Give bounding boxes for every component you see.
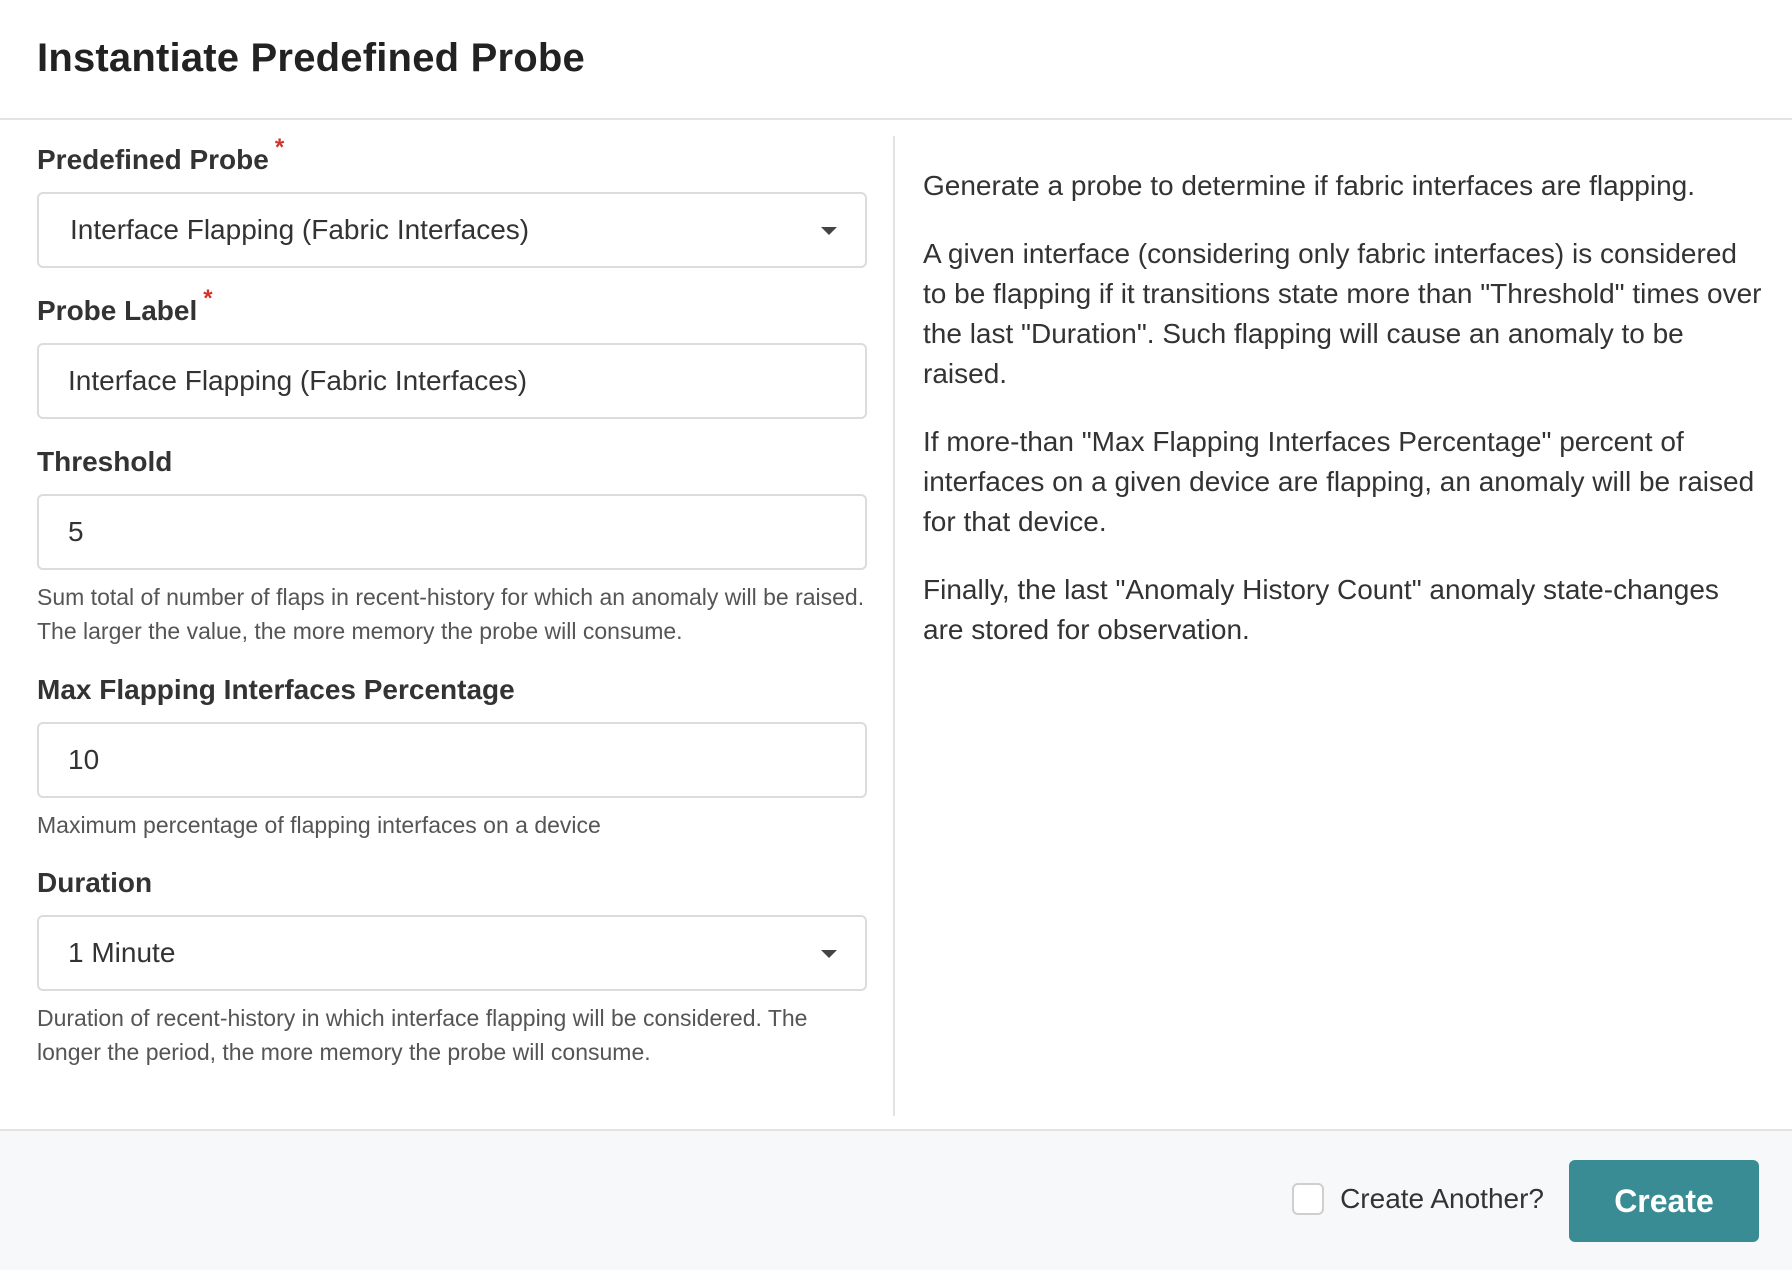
description-paragraph: Generate a probe to determine if fabric interfaces are flapping. bbox=[923, 170, 1695, 201]
probe-label-input-box[interactable] bbox=[37, 343, 867, 419]
predefined-probe-selected-value: Interface Flapping (Fabric Interfaces) bbox=[70, 214, 530, 245]
dialog-footer bbox=[0, 1129, 1792, 1270]
max-flapping-hint: Maximum percentage of flapping interfaces on a device bbox=[37, 812, 601, 838]
predefined-probe-label-text: Predefined Probe bbox=[37, 144, 269, 175]
duration-selected-value: 1 Minute bbox=[68, 937, 176, 968]
predefined-probe-label bbox=[37, 134, 867, 180]
duration-hint: Duration of recent-history in which interface flapping will be considered. The longer the period, the more memory the probe will consume. bbox=[37, 1005, 808, 1065]
threshold-input-box[interactable] bbox=[37, 494, 867, 570]
create-button[interactable]: Create bbox=[1569, 1160, 1759, 1242]
threshold-field bbox=[37, 442, 867, 648]
create-another-checkbox[interactable] bbox=[1292, 1183, 1324, 1215]
probe-label-label bbox=[37, 285, 867, 331]
dialog-header bbox=[0, 0, 1792, 120]
max-flapping-field bbox=[37, 670, 867, 842]
probe-label-input[interactable] bbox=[68, 365, 828, 397]
column-divider bbox=[893, 136, 895, 1116]
probe-description bbox=[923, 166, 1763, 678]
max-flapping-input[interactable] bbox=[68, 744, 828, 776]
predefined-probe-select[interactable] bbox=[37, 192, 867, 268]
dialog-body bbox=[0, 120, 1792, 1130]
duration-select[interactable] bbox=[37, 915, 867, 991]
probe-label-label-text: Probe Label bbox=[37, 295, 198, 326]
duration-field bbox=[37, 863, 867, 1069]
description-paragraph: A given interface (considering only fabric interfaces) is considered to be flapping if it transitions state more than "Threshold" times over the last "Duration". Such flapping will cause an anomaly to be raised. bbox=[923, 238, 1762, 389]
description-paragraph: Finally, the last "Anomaly History Count" anomaly state-changes are stored for observation. bbox=[923, 574, 1719, 645]
required-mark: * bbox=[203, 285, 213, 312]
create-another-label: Create Another? bbox=[1340, 1183, 1544, 1214]
duration-label: Duration bbox=[37, 867, 153, 898]
chevron-down-icon bbox=[821, 227, 837, 235]
max-flapping-label: Max Flapping Interfaces Percentage bbox=[37, 674, 515, 705]
probe-label-field bbox=[37, 285, 867, 419]
required-mark: * bbox=[274, 134, 285, 161]
description-paragraph: If more-than "Max Flapping Interfaces Percentage" percent of interfaces on a given device are flapping, an anomaly will be raised for that device. bbox=[923, 426, 1755, 537]
threshold-input[interactable] bbox=[68, 516, 828, 548]
chevron-down-icon bbox=[821, 950, 837, 958]
threshold-label: Threshold bbox=[37, 446, 173, 477]
dialog-title: Instantiate Predefined Probe bbox=[37, 35, 585, 80]
predefined-probe-field bbox=[37, 134, 867, 268]
max-flapping-input-box[interactable] bbox=[37, 722, 867, 798]
create-another-toggle[interactable] bbox=[1292, 1183, 1544, 1215]
threshold-hint: Sum total of number of flaps in recent-history for which an anomaly will be raised. The larger the value, the more memory the probe will consume. bbox=[37, 584, 865, 644]
